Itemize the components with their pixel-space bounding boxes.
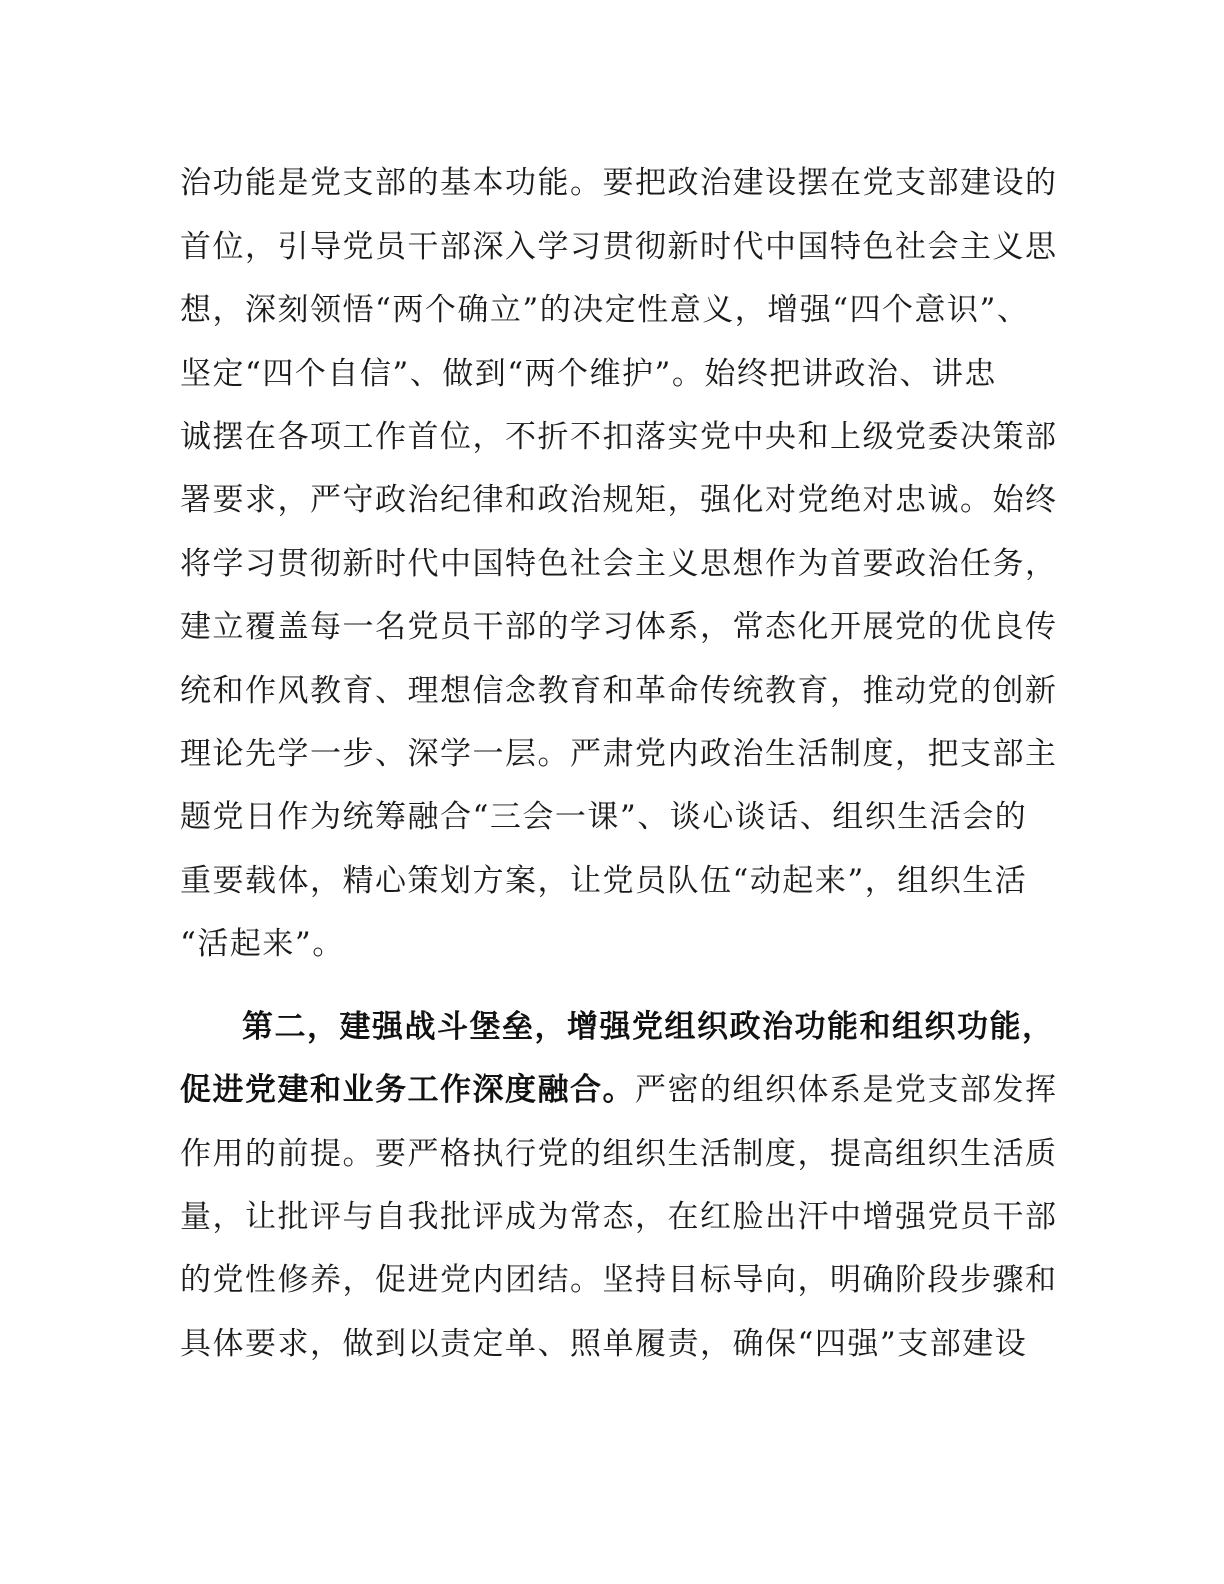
- paragraph-line: 量，让批评与自我批评成为常态，在红脸出汗中增强党员干部: [180, 1199, 1058, 1235]
- paragraph-line: 治功能是党支部的基本功能。要把政治建设摆在党支部建设的: [180, 165, 1058, 201]
- paragraph-line: 理论先学一步、深学一层。严肃党内政治生活制度，把支部主: [180, 736, 1058, 772]
- paragraph-line: 首位，引导党员干部深入学习贯彻新时代中国特色社会主义思: [180, 229, 1058, 265]
- paragraph-line: 题党日作为统筹融合“三会一课”、谈心谈话、组织生活会的: [180, 799, 1028, 835]
- paragraph-line: 诚摆在各项工作首位，不折不扣落实党中央和上级党委决策部: [180, 419, 1058, 455]
- paragraph-line: 的党性修养，促进党内团结。坚持目标导向，明确阶段步骤和: [180, 1262, 1058, 1298]
- section-heading: 第二，建强战斗堡垒，增强党组织政治功能和组织功能，: [242, 1009, 1055, 1045]
- paragraph-line: 重要载体，精心策划方案，让党员队伍“动起来”，组织生活: [180, 863, 1028, 899]
- paragraph-line: 作用的前提。要严格执行党的组织生活制度，提高组织生活质: [180, 1136, 1058, 1172]
- paragraph-line: 统和作风教育、理想信念教育和革命传统教育，推动党的创新: [180, 673, 1058, 709]
- section-heading-continuation: [180, 1070, 1058, 1110]
- paragraph-line: “活起来”。: [180, 926, 345, 962]
- paragraph-line: 具体要求，做到以责定单、照单履责，确保“四强”支部建设: [180, 1326, 1028, 1362]
- paragraph-line: 将学习贯彻新时代中国特色社会主义思想作为首要政治任务，: [180, 546, 1058, 582]
- paragraph-line: 建立覆盖每一名党员干部的学习体系，常态化开展党的优良传: [180, 609, 1058, 645]
- section-heading-end: 促进党建和业务工作深度融合。: [180, 1072, 635, 1108]
- paragraph-line: 想，深刻领悟“两个确立”的决定性意义，增强“四个意识”、: [180, 292, 1030, 328]
- paragraph-text: 严密的组织体系是党支部发挥: [635, 1072, 1058, 1108]
- paragraph-line: 署要求，严守政治纪律和政治规矩，强化对党绝对忠诚。始终: [180, 482, 1058, 518]
- paragraph-line: 坚定“四个自信”、做到“两个维护”。始终把讲政治、讲忠: [180, 356, 997, 392]
